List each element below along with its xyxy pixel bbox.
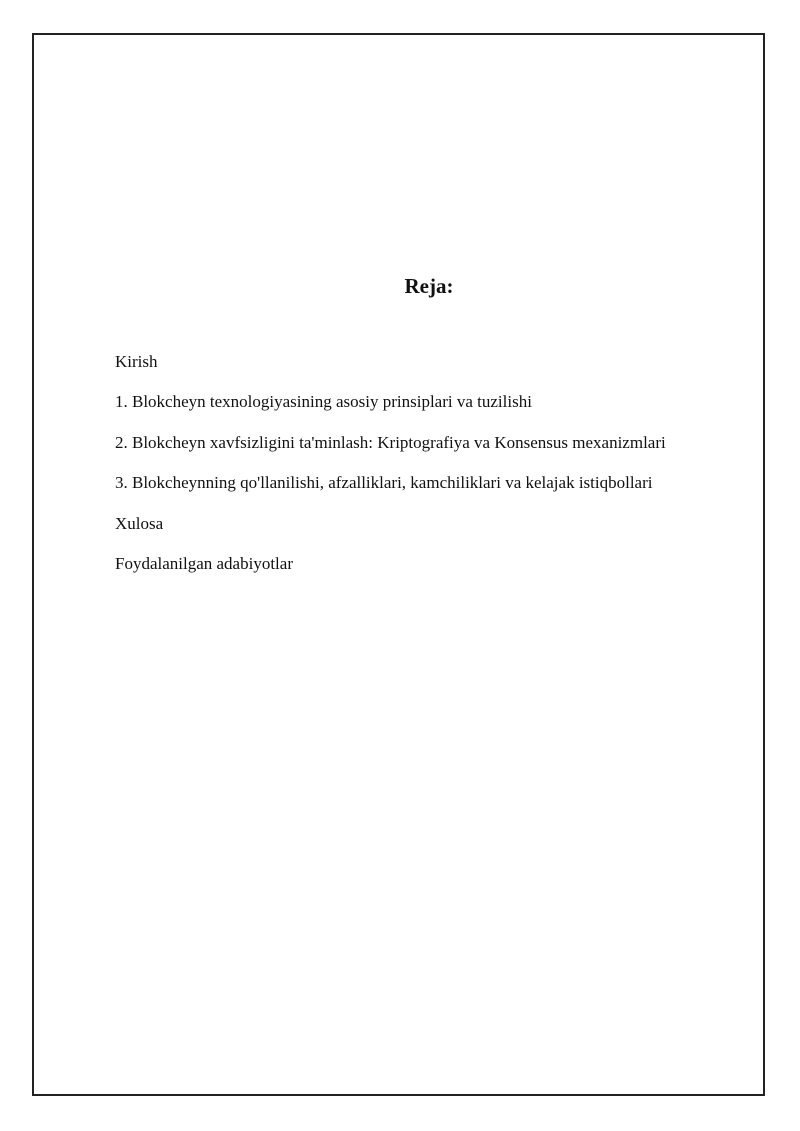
plan-item-chapter-1: 1. Blokcheyn texnologiyasining asosiy prinsiplari va tuzilishi bbox=[115, 392, 532, 412]
plan-title: Reja: bbox=[404, 274, 454, 298]
plan-item-conclusion: Xulosa bbox=[115, 513, 164, 533]
plan-list bbox=[115, 351, 666, 593]
plan-item-chapter-3: 3. Blokcheynning qo'llanilishi, afzalliklari, kamchiliklari va kelajak istiqbollari bbox=[115, 473, 653, 493]
plan-item-references: Foydalanilgan adabiyotlar bbox=[115, 553, 293, 573]
plan-item-chapter-2: 2. Blokcheyn xavfsizligini ta'minlash: Kriptografiya va Konsensus mexanizmlari bbox=[115, 432, 666, 452]
plan-item-introduction: Kirish bbox=[115, 352, 158, 371]
